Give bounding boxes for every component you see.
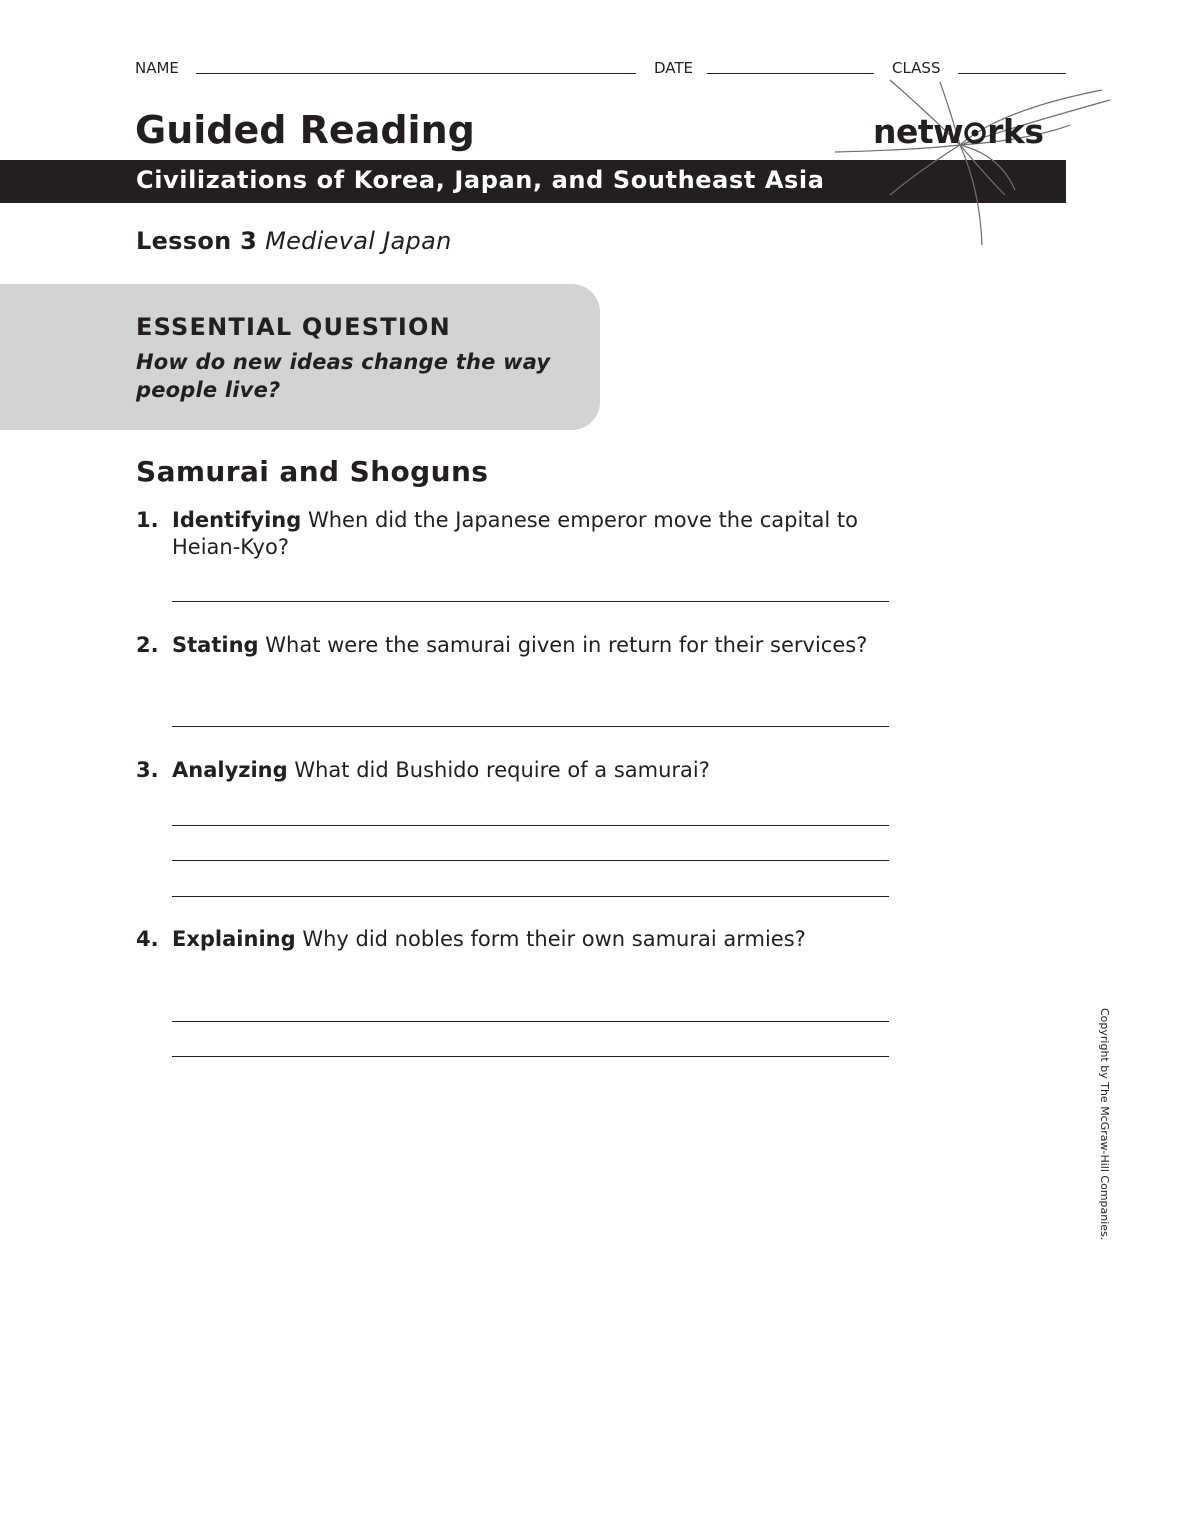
lesson-number: Lesson 3 (136, 227, 258, 255)
answer-line[interactable] (172, 1021, 889, 1022)
question-4 (136, 926, 876, 953)
chapter-title: Civilizations of Korea, Japan, and Southeast Asia (136, 166, 825, 194)
question-text: What were the samurai given in return for their services? (265, 633, 868, 657)
page-title: Guided Reading (135, 108, 475, 152)
question-text: Why did nobles form their own samurai armies? (302, 927, 806, 951)
question-number: 1. (136, 508, 159, 532)
question-text: When did the Japanese emperor move the capital to Heian-Kyo? (172, 508, 858, 559)
answer-line[interactable] (172, 1056, 889, 1057)
question-2 (136, 632, 876, 659)
class-label: CLASS (892, 59, 941, 77)
essential-question-heading: ESSENTIAL QUESTION (136, 313, 451, 341)
question-keyword: Identifying (172, 508, 302, 532)
answer-line[interactable] (172, 896, 889, 897)
question-1 (136, 507, 876, 561)
name-field[interactable] (196, 73, 636, 74)
answer-line[interactable] (172, 825, 889, 826)
section-title: Samurai and Shoguns (136, 455, 489, 488)
date-label: DATE (654, 59, 694, 77)
name-label: NAME (135, 59, 179, 77)
question-3 (136, 757, 876, 784)
essential-question-text: How do new ideas change the way people live? (136, 350, 551, 402)
copyright-notice: Copyright by The McGraw-Hill Companies. (1098, 1008, 1111, 1241)
logo-suffix: rks (987, 112, 1044, 151)
question-keyword: Explaining (172, 927, 296, 951)
answer-line[interactable] (172, 726, 889, 727)
question-keyword: Stating (172, 633, 259, 657)
answer-line[interactable] (172, 601, 889, 602)
logo-prefix: netw (873, 112, 964, 151)
question-number: 4. (136, 927, 159, 951)
lesson-heading (136, 227, 452, 255)
answer-line[interactable] (172, 860, 889, 861)
question-number: 2. (136, 633, 159, 657)
networks-logo (873, 112, 1044, 151)
question-keyword: Analyzing (172, 758, 288, 782)
logo-target-icon (964, 113, 986, 135)
lesson-name: Medieval Japan (265, 227, 452, 255)
starburst-graphic (830, 70, 1120, 250)
question-text: What did Bushido require of a samurai? (294, 758, 710, 782)
question-number: 3. (136, 758, 159, 782)
